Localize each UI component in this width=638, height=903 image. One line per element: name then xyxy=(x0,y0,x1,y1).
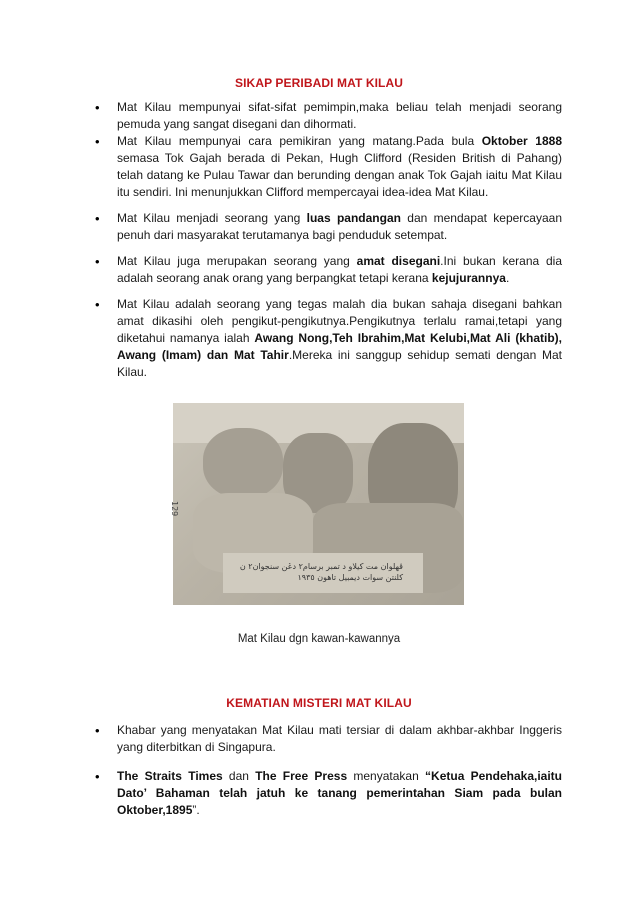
list-item xyxy=(0,296,638,381)
text-run: Mat Kilau mempunyai cara pemikiran yang matang.Pada bula xyxy=(117,134,482,148)
text-run: Mat Kilau menjadi seorang yang xyxy=(117,211,307,225)
list-item xyxy=(0,722,638,756)
list-item xyxy=(0,210,638,244)
list-item xyxy=(0,768,638,819)
list-item xyxy=(0,253,638,287)
sikap-list xyxy=(0,99,638,381)
photo-arabic-caption: ڤهلوان مت كيلاو د تمبر برسام٢ دڠن سنجوان٢ ن كلنتن سوات ديمبيل تاهون ١٩٣٥ xyxy=(239,562,403,582)
text-run: dan mendapat kepercayaan penuh dari masyarakat terutamanya bagi penduduk setempat. xyxy=(117,211,562,242)
text-run: menyatakan xyxy=(347,769,426,783)
text-run: .Mereka ini sanggup sehidup semati dengan Mat Kilau. xyxy=(117,348,562,379)
mat-kilau-photo xyxy=(170,403,464,605)
kematian-list xyxy=(0,722,638,819)
text-run: . xyxy=(505,271,510,285)
text-run: Mat Kilau juga merupakan seorang yang xyxy=(117,254,357,268)
section-title-kematian: KEMATIAN MISTERI MAT KILAU xyxy=(226,696,412,710)
photo-caption: Mat Kilau dgn kawan-kawannya xyxy=(237,633,401,645)
bold-text: Awang Nong,Teh Ibrahim,Mat Kelubi,Mat Ali (khatib), Awang (Imam) dan Mat Tahir xyxy=(117,331,562,362)
section-title-sikap: SIKAP PERIBADI MAT KILAU xyxy=(235,76,403,90)
bold-text: kejujurannya xyxy=(431,271,506,285)
text-run: semasa Tok Gajah berada di Pekan, Hugh Clifford (Residen British di Pahang) telah datang ke Pulau Tawar dan berunding dengan anak Tok Gajah iaitu Mat Kilau itu sendiri. Ini menunjukkan Clifford mempercayai idea-idea Mat Kilau. xyxy=(117,151,562,199)
text-run: Mat Kilau mempunyai sifat-sifat pemimpin,maka beliau telah menjadi seorang pemuda yang sangat disegani dan dihormati. xyxy=(117,100,562,131)
text-run: dan xyxy=(222,769,256,783)
text-run: Khabar yang menyatakan Mat Kilau mati tersiar di dalam akhbar-akhbar Inggeris yang diterbitkan di Singapura. xyxy=(117,723,562,754)
bold-text: The Free Press xyxy=(255,769,348,783)
bold-text: Oktober 1888 xyxy=(481,134,562,148)
bold-text: “Ketua Pendehaka,iaitu Dato’ Bahaman telah jatuh ke tanang pemerintahan Siam pada bulan Oktober,1895 xyxy=(117,769,562,817)
text-run: ”. xyxy=(192,803,200,817)
text-run: Mat Kilau adalah seorang yang tegas malah dia bukan sahaja disegani bahkan amat dikasihi oleh pengikut-pengikutnya.Pengikutnya terlalu ramai,tetapi yang diketahui namanya ialah xyxy=(117,297,562,345)
list-item xyxy=(0,133,638,201)
bold-text: luas pandangan xyxy=(306,211,401,225)
text-run: .Ini bukan kerana dia adalah seorang anak orang yang berpangkat tetapi kerana xyxy=(117,254,563,285)
bold-text: amat disegani xyxy=(356,254,441,268)
photo-page-number: 129 xyxy=(170,501,179,517)
bold-text: The Straits Times xyxy=(117,769,223,783)
list-item xyxy=(0,99,638,133)
